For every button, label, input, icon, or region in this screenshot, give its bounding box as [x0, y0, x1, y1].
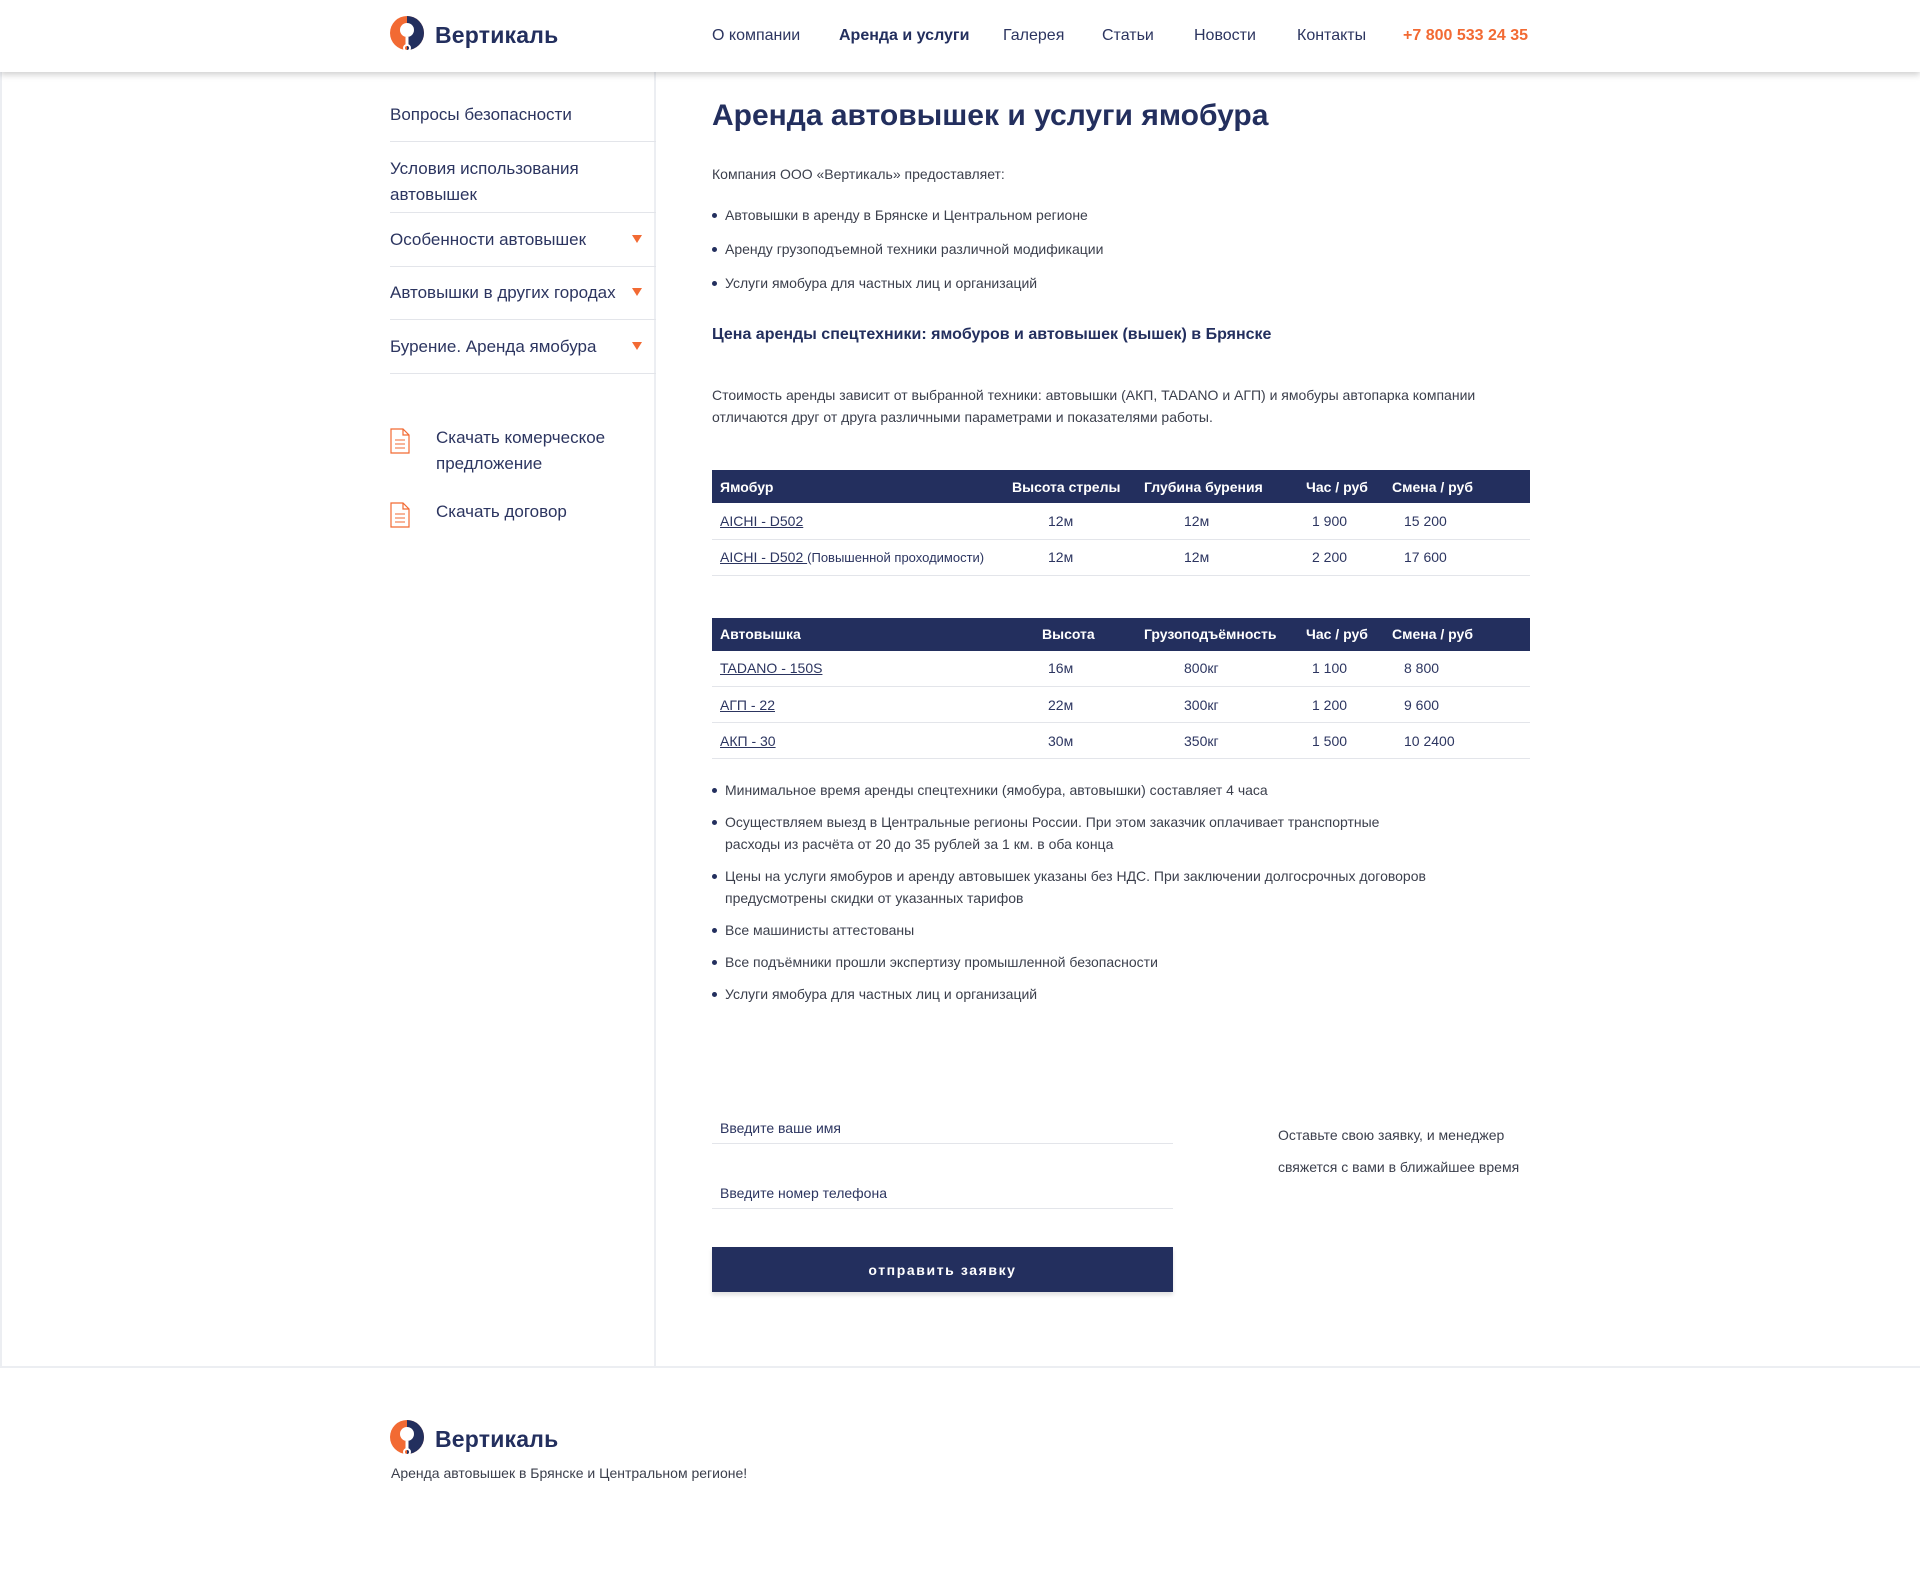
table-cell: 12м [1136, 539, 1298, 575]
table-header: Смена / руб [1384, 470, 1530, 503]
nav-item-rent[interactable]: Аренда и услуги [839, 27, 970, 44]
table-header: Грузоподъёмность [1136, 618, 1298, 651]
sidebar-item-other-cities[interactable] [390, 267, 656, 320]
table-cell: 9 600 [1384, 687, 1530, 723]
equipment-link[interactable]: AICHI - D502 [720, 549, 808, 565]
sidebar-menu [390, 86, 656, 374]
table-header-row [712, 618, 1530, 651]
price-text: Стоимость аренды зависит от выбранной техники: автовышки (АКП, TADANO и АГП) и ямобуры автопарка компании отличаются друг от друга различными параметрами и показателями работы. [712, 387, 1476, 425]
form-hint: Оставьте свою заявку, и менеджер свяжется с вами в ближайшее время [1278, 1127, 1520, 1175]
list-item: Автовышки в аренду в Брянске и Центральном регионе [712, 204, 1530, 226]
logo[interactable] [390, 16, 558, 54]
table-header-row [712, 470, 1530, 503]
page-title: Аренда автовышек и услуги ямобура [712, 99, 1269, 132]
list-item: Все подъёмники прошли экспертизу промышленной безопасности [712, 951, 1432, 973]
table-cell: 2 200 [1298, 539, 1384, 575]
sidebar-item-label: Условия использования автовышек [390, 159, 579, 204]
equipment-link[interactable]: AICHI - D502 [720, 512, 804, 529]
content-divider [656, 1366, 1920, 1368]
list-item: Осуществляем выезд в Центральные регионы России. При этом заказчик оплачивает транспортные расходы из расчёта от 20 до 35 рублей за 1 км. в оба конца [712, 811, 1432, 855]
list-item: Услуги ямобура для частных лиц и организаций [712, 272, 1530, 294]
sidebar-item-label: Вопросы безопасности [390, 105, 572, 124]
equipment-link[interactable]: АКП - 30 [720, 732, 776, 749]
table-header: Смена / руб [1384, 618, 1530, 651]
logo-text: Вертикаль [435, 21, 559, 48]
sidebar-item-label: Особенности автовышек [390, 230, 587, 249]
table-cell: 1 900 [1298, 503, 1384, 539]
caret-down-icon[interactable] [632, 235, 642, 243]
list-item: Цены на услуги ямобуров и аренду автовышек указаны без НДС. При заключении долгосрочных договоров предусмотрены скидки от указанных тарифов [712, 865, 1432, 909]
table-cell: 12м [1004, 503, 1136, 539]
main-content [712, 96, 1530, 1015]
drill-price-table [712, 470, 1530, 576]
equipment-note: (Повышенной проходимости) [807, 550, 985, 565]
nav-item-about[interactable]: О компании [712, 27, 801, 44]
caret-down-icon[interactable] [632, 342, 642, 350]
table-cell: 12м [1136, 503, 1298, 539]
sidebar-item-usage-terms[interactable] [390, 86, 656, 213]
table-header: Час / руб [1298, 470, 1384, 503]
table-header: Час / руб [1298, 618, 1384, 651]
table-cell: 16м [1034, 651, 1136, 687]
logo-icon [390, 1420, 426, 1458]
table-cell: 1 200 [1298, 687, 1384, 723]
table-cell: 800кг [1136, 651, 1298, 687]
caret-down-icon[interactable] [632, 288, 642, 296]
footer-logo[interactable] [390, 1420, 558, 1458]
list-item: Все машинисты аттестованы [712, 919, 1432, 941]
download-offer-link[interactable] [390, 425, 656, 477]
table-row [712, 651, 1530, 687]
sidebar-item-features[interactable] [390, 213, 656, 267]
nav-item-contacts[interactable]: Контакты [1297, 27, 1367, 44]
table-header: Глубина бурения [1136, 470, 1298, 503]
table-header: Автовышка [712, 618, 1034, 651]
site-header [0, 0, 1920, 72]
request-form [712, 1112, 1530, 1292]
submit-request-button[interactable]: отправить заявку [712, 1247, 1173, 1292]
downloads [390, 425, 656, 547]
table-header: Ямобур [712, 470, 1004, 503]
sidebar-item-label: Бурение. Аренда ямобура [390, 337, 597, 356]
logo-icon [390, 16, 426, 54]
footer-tagline: Аренда автовышек в Брянске и Центральном регионе! [391, 1465, 748, 1481]
download-contract-label: Скачать договор [436, 502, 567, 521]
list-item: Минимальное время аренды спецтехники (ямобура, автовышки) составляет 4 часа [712, 779, 1432, 801]
download-contract-link[interactable] [390, 499, 656, 525]
document-icon [390, 428, 410, 454]
table-header: Высота стрелы [1004, 470, 1136, 503]
list-item: Услуги ямобура для частных лиц и организаций [712, 983, 1432, 1005]
table-header: Высота [1034, 618, 1136, 651]
table-row [712, 539, 1530, 575]
phone-input[interactable] [712, 1177, 1173, 1209]
name-input[interactable] [712, 1112, 1173, 1144]
lift-price-table [712, 618, 1530, 760]
table-cell: 30м [1034, 723, 1136, 759]
table-cell: 1 500 [1298, 723, 1384, 759]
table-cell: 15 200 [1384, 503, 1530, 539]
services-list [712, 204, 1530, 294]
notes-list [712, 779, 1432, 1005]
download-offer-label: Скачать комерческое предложение [436, 428, 606, 473]
intro-text: Компания ООО «Вертикаль» предоставляет: [712, 166, 1005, 182]
table-row [712, 723, 1530, 759]
nav-item-news[interactable]: Новости [1194, 27, 1256, 44]
table-cell: 17 600 [1384, 539, 1530, 575]
equipment-link[interactable]: TADANO - 150S [720, 660, 823, 677]
table-cell: 300кг [1136, 687, 1298, 723]
price-heading: Цена аренды спецтехники: ямобуров и автовышек (вышек) в Брянске [712, 326, 1272, 343]
table-cell: 350кг [1136, 723, 1298, 759]
footer-logo-text: Вертикаль [435, 1425, 559, 1452]
sidebar-item-label: Автовышки в других городах [390, 283, 616, 302]
nav-item-gallery[interactable]: Галерея [1003, 27, 1065, 44]
document-icon [390, 502, 410, 528]
table-row [712, 687, 1530, 723]
table-cell: 10 2400 [1384, 723, 1530, 759]
table-cell: 22м [1034, 687, 1136, 723]
list-item: Аренду грузоподъемной техники различной модификации [712, 238, 1530, 260]
table-row [712, 503, 1530, 539]
table-cell: 8 800 [1384, 651, 1530, 687]
nav-item-articles[interactable]: Статьи [1102, 27, 1154, 44]
table-cell: 1 100 [1298, 651, 1384, 687]
sidebar-item-drilling[interactable] [390, 320, 656, 374]
equipment-link[interactable]: АГП - 22 [720, 696, 775, 713]
table-cell: 12м [1004, 539, 1136, 575]
phone-link[interactable]: +7 800 533 24 35 [1403, 27, 1529, 44]
